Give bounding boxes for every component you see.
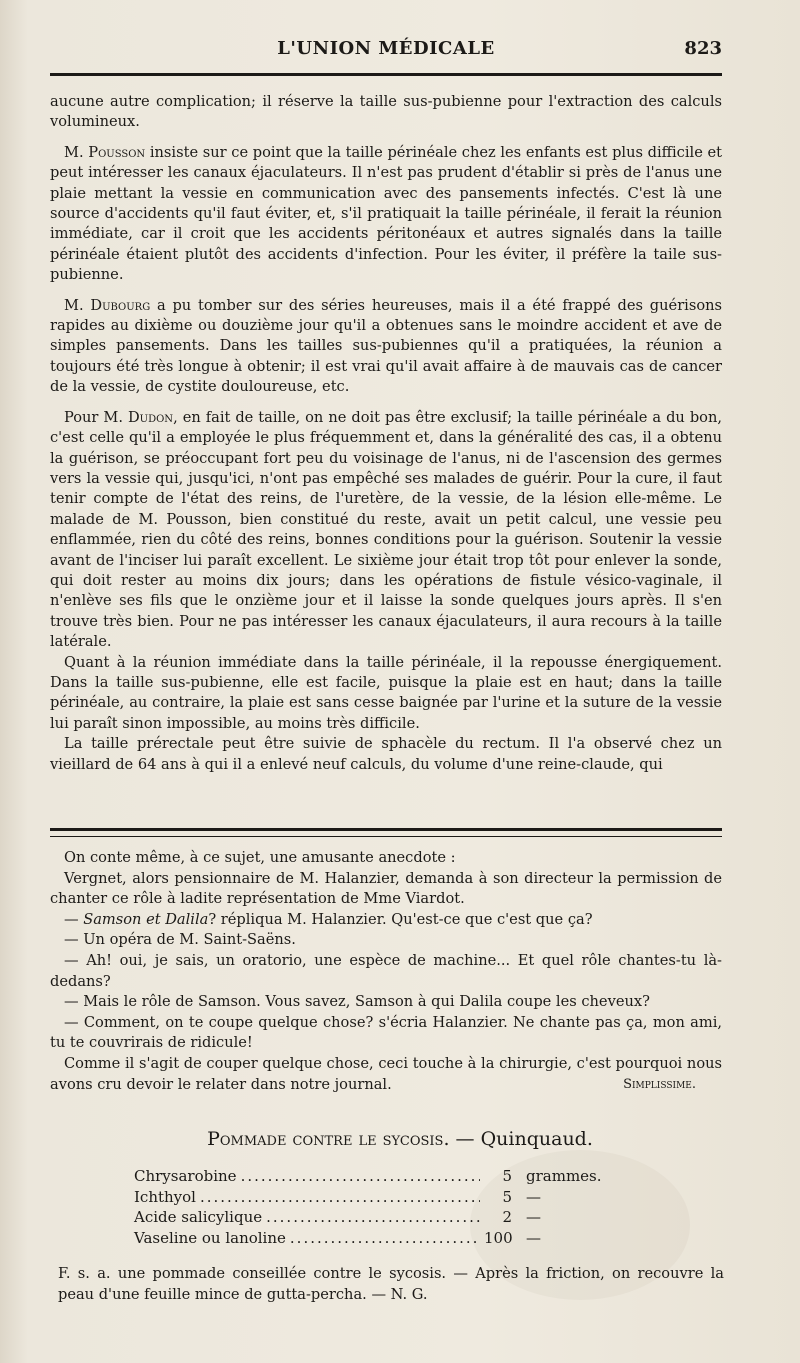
- ingredient-list: [134, 1166, 626, 1248]
- speaker-name: M. Pousson: [64, 143, 146, 161]
- paragraph-prerectale: La taille prérectale peut être suivie de sphacèle du rectum. Il l'a observé chez un vieillard de 64 ans à qui il a enlevé neuf calculs, du volume d'une reine-claude, qui: [50, 735, 722, 773]
- leader-dots: [290, 1228, 480, 1249]
- anecdote: [50, 848, 722, 1095]
- header-rule: [50, 73, 722, 76]
- anecdote-line: — Comment, on te coupe quelque chose? s'écria Halanzier. Ne chante pas ça, mon ami, tu te couvrirais de ridicule!: [50, 1013, 722, 1052]
- section-rule-top: [50, 828, 722, 831]
- ingredient-qty: 5: [502, 1187, 512, 1206]
- recipe-author: Quinquaud.: [480, 1128, 593, 1150]
- paragraph-pousson: [50, 143, 722, 286]
- anecdote-text: ? répliqua M. Halanzier. Qu'est-ce que c'est que ça?: [208, 910, 593, 928]
- leader-dots: [241, 1166, 480, 1187]
- ingredient-name: Vaseline ou lanoline: [134, 1228, 286, 1247]
- recipe-title-dash: —: [449, 1128, 481, 1150]
- ingredient-unit: —: [526, 1228, 541, 1247]
- speaker-name: M. Dudon: [103, 408, 174, 426]
- anecdote-line: — Ah! oui, je sais, un oratorio, une espèce de machine... Et quel rôle chantes-tu là-dedans?: [50, 951, 722, 990]
- ingredient-qty: 100: [484, 1228, 513, 1247]
- paragraph-1: aucune autre complication; il réserve la taille sus-pubienne pour l'extraction des calculs volumineux.: [50, 93, 722, 131]
- anecdote-line: — Mais le rôle de Samson. Vous savez, Samson à qui Dalila coupe les cheveux?: [64, 993, 650, 1011]
- paragraph-lead: Pour: [64, 408, 104, 426]
- ingredient-unit: grammes.: [526, 1167, 602, 1185]
- anecdote-text: Comme il s'agit de couper quelque chose, ceci touche à la chirurgie, c'est pourquoi nous avons cru devoir le relater dans notre journal.: [50, 1054, 722, 1093]
- anecdote-intro: On conte même, à ce sujet, une amusante anecdote :: [64, 849, 456, 866]
- dash: —: [64, 910, 84, 928]
- ingredient-row: [134, 1166, 626, 1187]
- paragraph-text: , en fait de taille, on ne doit pas être exclusif; la taille périnéale a du bon, c'est celle qu'il a employée le plus fréquemment et, dans la généralité des cas, il a obtenu la guérison, se préoccupant fort peu du voisinage de l'anus, ni de l'ascension des germes vers la vessie qui, jusqu'ici, n'ont pas empêché ses malades de guérir. Pour la cure, il faut tenir compte de l'état des reins, de l'uretère, de la vessie, de la lésion elle-même. Le malade de M. Pousson, bien constitué du reste, avait un petit calcul, une vessie peu enflammée, rien du côté des reins, bonnes conditions pour la guérison. Soutenir la vessie avant de l'inciser lui paraît excellent. Le sixième jour était trop tôt pour enlever la sonde, qui doit rester au moins dix jours; dans les opérations de fistule vésico-vaginale, il n'enlève ses fils que le onzième jour et il laisse la sonde quelques jours après. Il s'en trouve très bien. Pour ne pas intéresser les canaux éjaculateurs, il aura recours à la taille latérale.: [50, 408, 722, 651]
- ingredient-name: Acide salicylique: [134, 1208, 263, 1226]
- ingredient-qty: 2: [502, 1208, 512, 1226]
- running-title: L'UNION MÉDICALE: [277, 38, 495, 59]
- recipe-note-text: F. s. a. une pommade conseillée contre le sycosis. — Après la friction, on recouvre la peau d'une feuille mince de gutta-percha. — N. G.: [58, 1265, 724, 1303]
- main-text: [50, 92, 722, 775]
- anecdote-line: [50, 910, 722, 931]
- recipe-note: [58, 1264, 724, 1305]
- ingredient-row: [134, 1228, 626, 1249]
- paragraph-dubourg: [50, 296, 722, 398]
- leader-dots: [266, 1207, 480, 1228]
- page-header: [50, 38, 722, 68]
- anecdote-conclusion: [50, 1054, 722, 1095]
- section-rule-bottom: [50, 836, 722, 837]
- anecdote-line: — Un opéra de M. Saint-Saëns.: [64, 931, 296, 949]
- recipe-title: [0, 1128, 800, 1150]
- ingredient-name: Chrysarobine: [134, 1167, 237, 1185]
- opera-title: Samson et Dalila: [83, 910, 209, 928]
- paragraph-text: insiste sur ce point que la taille périnéale chez les enfants est plus difficile et peut intéresser les canaux éjaculateurs. Il n'est pas prudent d'établir si près de l'anus une plaie mettant la vessie en communication avec des pansements infectés. C'est là une source d'accidents qu'il faut éviter, et, s'il pratiquait la taille périnéale, il ferait la réunion immédiate, car il croit que les accidents péritonéaux et autres signalés dans la taille périnéale étaient plutôt des accidents d'infection. Pour les éviter, il préfère la taile sus-pubienne.: [50, 143, 723, 284]
- speaker-name: M. Dubourg: [64, 296, 151, 314]
- ingredient-unit: —: [526, 1187, 541, 1206]
- signature: Simplissime.: [623, 1076, 696, 1092]
- paragraph-text: a pu tomber sur des séries heureuses, mais il a été frappé des guérisons rapides au dixième ou douzième jour qu'il a obtenues sans le moindre accident et ave de simples pansements. Dans les tailles sus-pubiennes qu'il a pratiquées, la réunion a toujours été très longue à obtenir; il est vrai qu'il avait affaire à de mauvais cas de cancer de la vessie, de cystite douloureuse, etc.: [50, 296, 722, 396]
- recipe-title-main: Pommade contre le sycosis.: [207, 1128, 450, 1150]
- leader-dots: [200, 1187, 480, 1208]
- ingredient-name: Ichthyol: [134, 1187, 196, 1206]
- page-number: 823: [684, 38, 722, 59]
- paragraph-dudon: [50, 408, 722, 653]
- paragraph-reunion: Quant à la réunion immédiate dans la taille périnéale, il la repousse énergiquement. Dans la taille sus-pubienne, elle est facile, puisque la plaie est en haut; dans la taille périnéale, au contraire, la plaie est sans cesse baignée par l'urine et la suture de la vessie lui paraît sinon impossible, au moins très difficile.: [50, 653, 722, 732]
- ingredient-unit: —: [526, 1208, 541, 1226]
- ingredient-row: [134, 1207, 626, 1228]
- anecdote-line: Vergnet, alors pensionnaire de M. Halanzier, demanda à son directeur la permission de chanter ce rôle à ladite représentation de Mme Viardot.: [50, 869, 722, 908]
- ingredient-row: [134, 1187, 626, 1208]
- ingredient-qty: 5: [502, 1167, 512, 1185]
